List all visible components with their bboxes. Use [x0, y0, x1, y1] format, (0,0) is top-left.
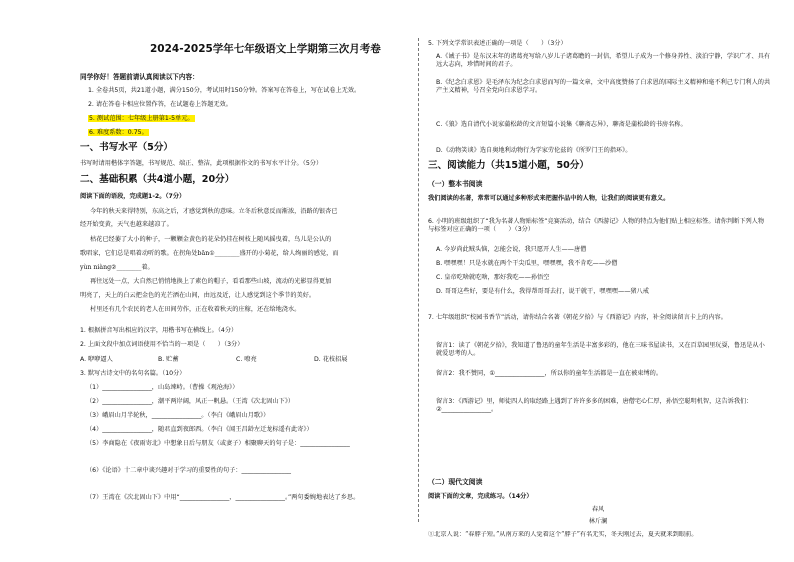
recitation-item: （5）李商隐在《夜雨寄北》中想象日后与朋友（或妻子）相聚聊天的句子是：________________ — [86, 440, 350, 447]
option: C. 嘹亮 — [236, 356, 257, 363]
article-title: 春风 — [591, 506, 605, 513]
subsection-title: （二）现代文阅读 — [428, 478, 483, 486]
section-text: 书写时请用楷体字答题，书写规范、端正、整洁，此项根据作文的书写水平计分。（5分） — [80, 160, 323, 167]
notice-item — [88, 115, 195, 123]
question: 3. 默写古诗文中的名句名篇。（10分） — [80, 370, 186, 377]
recitation-item: （1）________________，山岛竦峙。（曹操《观沧海》） — [86, 384, 239, 391]
section-title: 二、基础积累（共4道小题，20分） — [80, 174, 235, 185]
option: B.《纪念白求恩》是毛泽东为纪念白求恩而写的一篇文章，文中高度赞扬了白求恩的国际主义精神和毫不利己专门利人的共产主义精神，号召全党向白求恩学习。 — [436, 79, 771, 94]
passage-line: 经开始变黄，天气也越来越凉了。 — [80, 221, 173, 228]
passage-line: 村里还有几个农民的老人在田间劳作，正在收着秋天的庄稼，还在给地浇水。 — [90, 306, 301, 313]
option: B. 嘿嘿嘿！只是水就在两个干尖瓜里，嘿嘿嘿，我不肯吃——沙僧 — [436, 260, 618, 267]
question: 5. 下列文学常识表述正确的一项是（ ）（3分） — [428, 40, 567, 47]
passage-line: yùn niàng②________着。 — [80, 264, 154, 271]
option: C. 皇帝吃啥就吃啥，那好我吃——孙悟空 — [436, 274, 550, 281]
column-divider — [418, 38, 419, 522]
reading-intro: 我们阅读的名著，常常可以通过多种形式来把握作品中的人物，让我们的阅读更有意义。 — [428, 195, 670, 202]
section-title: 三、阅读能力（共15道小题，50分） — [428, 160, 590, 171]
message-card: 留言2：我不赞同，①________________，所以你的童年生活都是一直在被束缚的。 — [436, 370, 663, 377]
passage-line: 再往远处一点，大自然已悄悄地换上了素色的帽子，看看那些山坡，流动的光影显得更加 — [90, 278, 332, 285]
highlight: 5. 测试范围：七年级上册第1-5单元。 — [89, 115, 194, 122]
message-card: 留言3：《西游记》里，师徒四人的取经路上遇到了许许多多的困难，唐僧宅心仁厚，孙悟空聪明机智，这告诉我们：②________________。 — [436, 398, 753, 413]
reading-intro: 阅读下面的语段，完成题1-2。（7分） — [80, 193, 186, 200]
notice-heading: 同学你好！答题前请认真阅读以下内容： — [80, 73, 199, 81]
question: 2. 上面文段中加点词语使用不恰当的一项是（ ）（3分） — [80, 341, 244, 348]
question: 1. 根据拼音写出相应的汉字，用楷书写在横线上。（4分） — [80, 327, 238, 334]
option: D. 花枝招展 — [314, 356, 348, 363]
recitation-item: （6）《论语》十二章中谈兴趣对于学习的重要性的句子：________________ — [86, 467, 292, 474]
option: B. 贮蓄 — [158, 356, 179, 363]
recitation-item: （7）王湾在《次北固山下》中用“________________，________________。”两句委婉地表达了乡思。 — [86, 494, 360, 501]
reading-intro: 阅读下面的文章，完成练习。（14分） — [428, 493, 533, 500]
recitation-item: （3）峨眉山月半轮秋，________________。（李白《峨眉山月歌》） — [86, 412, 270, 419]
option: D. 哥哥这些好，要是有什么，我得帮哥哥去打，说干就干，嘿嘿嘿——猪八戒 — [436, 288, 649, 295]
option: D.《动物笑谈》选自奥地利动物行为学家劳伦兹的《所罗门王的指环》。 — [436, 147, 632, 154]
article-author: 林斤澜 — [588, 518, 608, 525]
notice-item — [88, 129, 149, 137]
option: A. 今岁尚此贼头恼，怎能会说，我只愿开人生——唐僧 — [436, 246, 587, 253]
highlight: 6. 难度系数：0.75。 — [89, 129, 148, 136]
notice-item: 2. 请在答卷卡相应位置作答，在试题卷上答题无效。 — [88, 101, 232, 108]
question: 7. 七年级组织“校园书香节”活动，请你结合名著《朝花夕拾》与《西游记》内容，补全阅读留言卡上的内容。 — [428, 314, 727, 321]
passage-line: 明亮了，天上的白云把金色的光芒洒在山间，由远及近，让人感觉到这个季节的美好。 — [80, 292, 316, 299]
passage-line: 歌唱家，它们总是唱着动听的歌。在拐角处bān①________盛开的小菊花，给人绚丽的感觉，而 — [80, 250, 339, 257]
subsection-title: （一）整本书阅读 — [428, 180, 483, 188]
exam-title: 2024-2025学年七年级语文上学期第三次月考卷 — [150, 43, 381, 55]
passage-line: 今年的秋天来得特别，东高之后，才感觉到秋的意味。立冬后秋意反而渐浓，沿路的银杏已 — [90, 208, 338, 215]
option: A.《诫子书》是东汉末年的诸葛亮写给八岁儿子诸葛瞻的一封信，希望儿子成为一个修身养性、淡泊宁静，学识广才、具有远大志向，珍惜时间的君子。 — [436, 53, 771, 68]
passage-line: 枯花已经萎了大小的种子，一颗颗金黄色的花朵仍挂在树枝上随风摇曳着，鸟儿是公认的 — [90, 236, 332, 243]
option: A. 咿咿逼人 — [80, 356, 113, 363]
recitation-item: （4）________________，随君直到夜郎西。（李白《闻王昌龄左迁龙标遥有此寄》） — [86, 426, 313, 433]
question: 6. 小明的班级组织了“我为名著人物贴标签”竞赛活动，结合《西游记》人物的特点为他们贴上相应标签。请你判断下列人物与标签对应正确的一项（ ）（3分） — [428, 218, 765, 233]
option: C.《狼》选自清代小说家蒲松龄的文言短篇小说集《聊斋志异》，聊斋是蒲松龄的书房名称。 — [436, 121, 687, 128]
article-paragraph: ①北京人说：“春脖子短。”从南方来的人觉着这个“脖子”有名无实，冬天刚过去，夏天就来到眼前。 — [428, 531, 698, 538]
recitation-item: （2）________________，潮平两岸阔，风正一帆悬。（王湾《次北固山下》） — [86, 398, 295, 405]
left-column — [80, 0, 410, 562]
right-column — [428, 0, 772, 562]
section-title: 一、书写水平（5分） — [80, 142, 174, 153]
notice-item: 1. 全卷共5页，共21道小题，满分150分，考试用时150分钟。答案写在答卷上，写在试卷上无效。 — [88, 87, 361, 94]
message-card: 留言1：读了《朝花夕拾》，我知道了鲁迅的童年生活是丰富多彩的，他在三味书屋读书，又在百草园里玩耍，鲁迅是从小就爱思考的人。 — [436, 342, 765, 357]
